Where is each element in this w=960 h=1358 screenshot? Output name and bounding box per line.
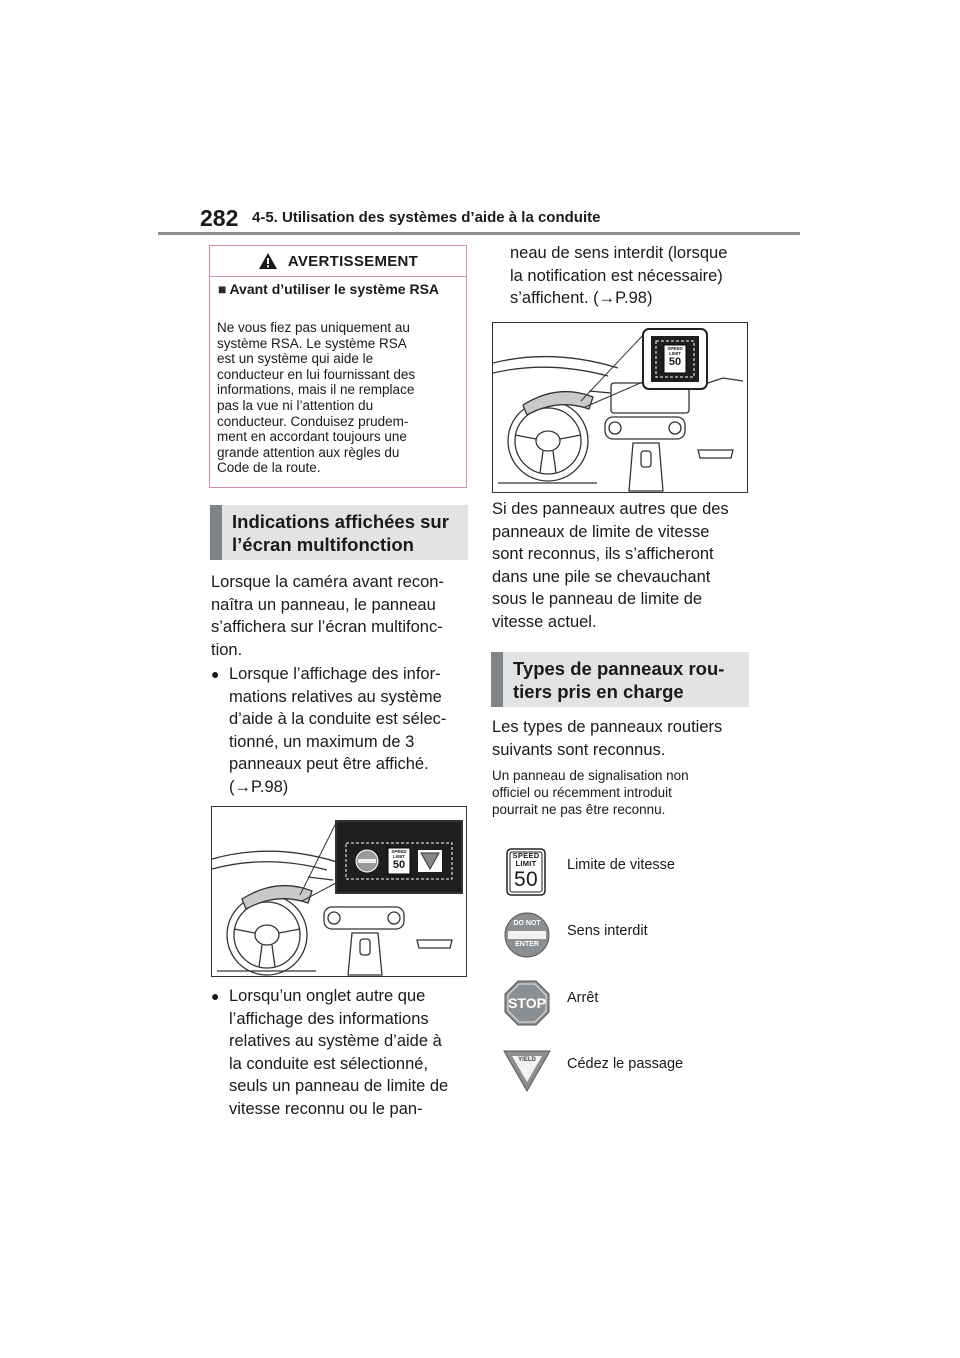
dashboard-drawing	[493, 323, 747, 492]
text-line: système RSA. Le système RSA	[217, 335, 407, 351]
text-line: dans une pile se chevauchant	[492, 567, 711, 586]
text-line: d’aide à la conduite est sélec-	[229, 710, 447, 728]
text-line: neau de sens interdit (lorsque	[510, 244, 728, 262]
bullet-item	[211, 663, 474, 798]
warning-title: AVERTISSEMENT	[287, 252, 419, 270]
dashboard-drawing	[212, 807, 466, 976]
text-line: pourrait ne pas être reconnu.	[492, 802, 666, 817]
sign-label: Limite de vitesse	[567, 857, 675, 873]
text-line: Lorsqu’un onglet autre que	[229, 987, 426, 1005]
text-line: s’affichera sur l’écran multifonc-	[211, 618, 443, 636]
text-line: sont reconnus, ils s’afficheront	[492, 545, 714, 563]
sign-text: SPEED	[667, 346, 683, 351]
text-line: tionné, un maximum de 3	[229, 732, 415, 751]
section2-note	[492, 767, 752, 818]
sign-label: Arrêt	[567, 990, 599, 1006]
header-divider	[158, 232, 800, 235]
sign-label: Cédez le passage	[567, 1056, 684, 1072]
text-line: vitesse reconnu ou le pan-	[229, 1099, 423, 1118]
warning-box	[209, 245, 467, 488]
yield-sign-icon	[503, 1050, 551, 1092]
text-line: Si des panneaux autres que des	[492, 500, 729, 518]
text-line: est un système qui aide le	[217, 351, 374, 367]
stack-paragraph	[492, 498, 752, 633]
text-line: Les types de panneaux routiers	[492, 718, 723, 736]
sign-text: SPEED	[512, 851, 540, 860]
heading-line: Indications affichées sur	[232, 511, 449, 532]
sign-text: SPEED	[391, 849, 407, 854]
warning-triangle-icon	[258, 252, 278, 270]
sign-label: Sens interdit	[567, 923, 648, 939]
bullet-item	[211, 985, 474, 1120]
section1-intro	[211, 571, 471, 661]
text-line: la conduite est sélectionné,	[229, 1054, 429, 1073]
sign-text: LIMIT	[393, 854, 405, 859]
page-number: 282	[200, 205, 239, 231]
warning-header	[210, 246, 466, 277]
text-line: panneaux de limite de vitesse	[492, 522, 710, 541]
bullet-dot-icon: ●	[211, 666, 220, 682]
text-line: tion.	[211, 640, 243, 659]
text-line: la notification est nécessaire)	[510, 266, 723, 285]
section2-intro	[492, 716, 752, 761]
speed-sign-text	[506, 852, 546, 892]
dne-sign-text-top: DO NOT	[513, 920, 541, 927]
stop-sign-text: STOP	[508, 995, 546, 1011]
mini-speed-sign-text	[663, 346, 687, 369]
text-line: conducteur en lui fournissant des	[217, 366, 416, 382]
section-heading-sign-types	[491, 652, 749, 707]
chapter-title: 4-5. Utilisation des systèmes d’aide à la conduite	[252, 209, 601, 226]
mini-speed-sign-text	[387, 849, 411, 871]
text-line: informations, mais il ne remplace	[217, 382, 415, 398]
text-line: Un panneau de signalisation non	[492, 768, 689, 783]
yield-sign-text: YIELD	[518, 1057, 536, 1063]
text-line: officiel ou récemment introduit	[492, 785, 672, 800]
heading-line: Types de panneaux rou-	[513, 658, 725, 679]
text-line: Code de la route.	[217, 460, 321, 476]
page-reference[interactable]: s’affichent. (→P.98)	[510, 289, 653, 307]
text-line: mations relatives au système	[229, 687, 442, 706]
heading-line: tiers pris en charge	[513, 681, 684, 702]
page-reference[interactable]: (→P.98)	[229, 777, 289, 796]
text-line: naîtra un panneau, le panneau	[211, 595, 436, 614]
speed-limit-sign-icon	[506, 848, 546, 896]
text-line: seuls un panneau de limite de	[229, 1077, 449, 1095]
text-line: Ne vous fiez pas uniquement au	[217, 320, 410, 335]
warning-subheading	[218, 282, 458, 297]
text-line: l’affichage des informations	[229, 1009, 429, 1028]
text-line: pas la vue ni l’attention du	[217, 397, 374, 413]
text-line: vitesse actuel.	[492, 612, 597, 631]
heading-line: l’écran multifonction	[232, 534, 414, 555]
dashboard-illustration-speed-sign	[492, 322, 748, 493]
text-line: panneaux peut être affiché.	[229, 755, 429, 773]
text-line: Lorsque l’affichage des infor-	[229, 665, 441, 683]
sign-value: 50	[514, 868, 538, 891]
sign-text: LIMIT	[515, 859, 537, 868]
square-bullet-icon: ■	[218, 281, 227, 297]
warning-subheading-text: Avant d’utiliser le système RSA	[229, 281, 440, 297]
text-line: relatives au système d’aide à	[229, 1032, 442, 1050]
sign-value: 50	[392, 859, 406, 871]
dashboard-illustration-three-signs	[211, 806, 467, 977]
text-line: grande attention aux règles du	[217, 444, 400, 460]
text-line: conducteur. Conduisez prudem-	[217, 413, 409, 429]
text-line: sous le panneau de limite de	[492, 590, 703, 608]
sign-value: 50	[668, 356, 682, 368]
dne-sign-text-bottom: ENTER	[515, 941, 539, 948]
text-line: ment en accordant toujours une	[217, 429, 407, 445]
sign-text: LIMIT	[669, 351, 681, 356]
warning-body	[217, 320, 463, 476]
stop-sign-icon	[504, 980, 550, 1026]
section-heading-indications	[210, 505, 468, 560]
bullet-continuation	[510, 242, 755, 310]
bullet-dot-icon: ●	[211, 988, 220, 1004]
do-not-enter-sign-icon	[504, 912, 550, 958]
text-line: Lorsque la caméra avant recon-	[211, 573, 444, 591]
text-line: suivants sont reconnus.	[492, 740, 666, 759]
